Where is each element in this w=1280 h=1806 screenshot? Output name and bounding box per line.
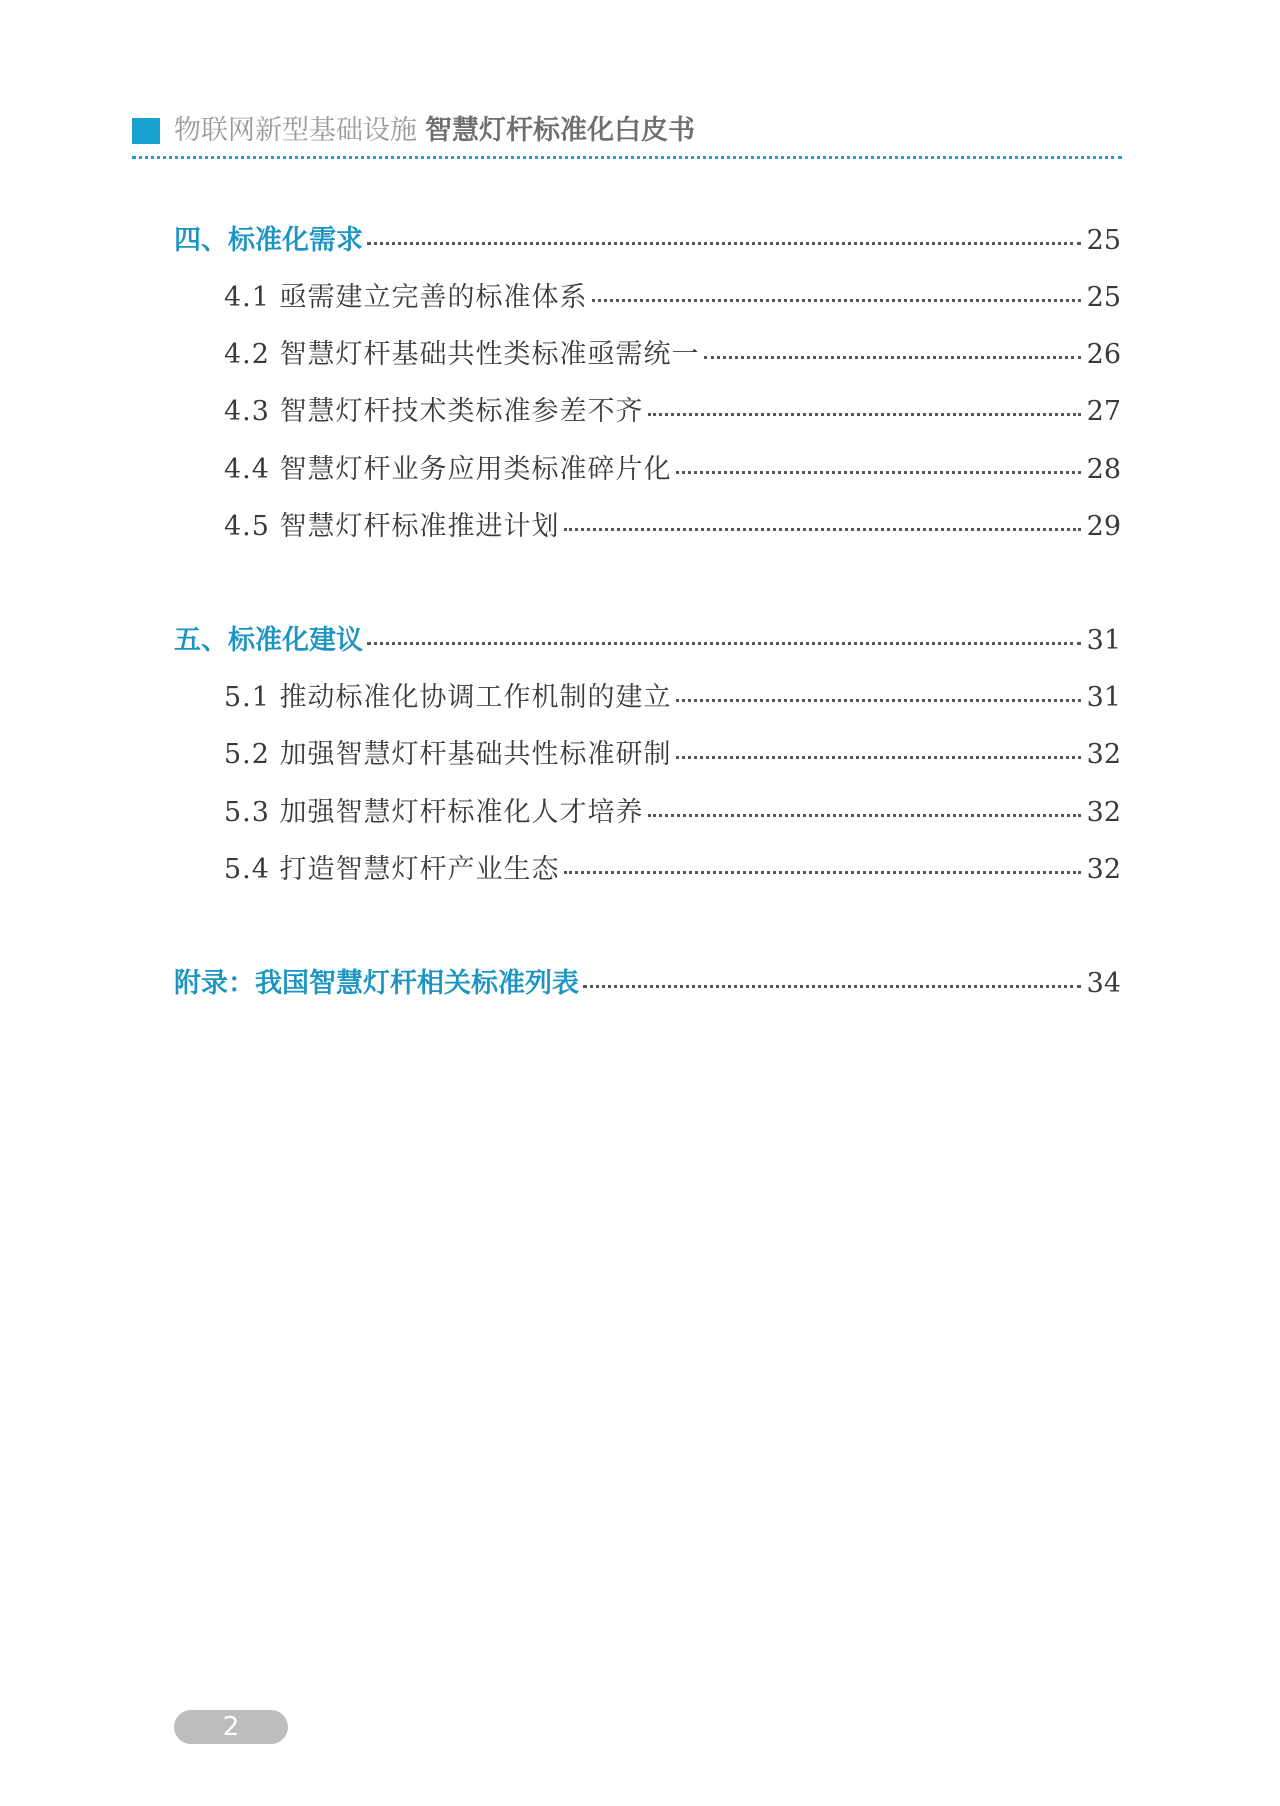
toc-page-number: 32 — [1086, 739, 1121, 770]
toc-label: 4.1 亟需建立完善的标准体系 — [224, 282, 588, 313]
toc-section-4-5[interactable] — [224, 507, 1121, 547]
toc-section-5-3[interactable] — [224, 793, 1121, 833]
toc-chapter-5[interactable] — [174, 621, 1121, 661]
toc-leader-dots — [564, 528, 1081, 531]
toc-leader-dots — [583, 985, 1081, 988]
toc-page-number: 32 — [1086, 854, 1121, 885]
header-title: 智慧灯杆标准化白皮书 — [425, 115, 695, 146]
toc-label: 5.4 打造智慧灯杆产业生态 — [224, 854, 560, 885]
toc-label: 四、标准化需求 — [174, 225, 363, 256]
toc-page-number: 27 — [1086, 396, 1121, 427]
toc-leader-dots — [367, 642, 1081, 645]
toc-label: 五、标准化建议 — [174, 625, 363, 656]
toc-leader-dots — [648, 814, 1081, 817]
toc-leader-dots — [648, 413, 1081, 416]
toc-label: 4.2 智慧灯杆基础共性类标准亟需统一 — [224, 339, 700, 370]
toc-page-number: 25 — [1086, 282, 1121, 313]
toc-page-number: 32 — [1086, 797, 1121, 828]
toc-label: 5.3 加强智慧灯杆标准化人才培养 — [224, 797, 644, 828]
toc-section-4-2[interactable] — [224, 335, 1121, 375]
header-series: 物联网新型基础设施 — [174, 115, 417, 146]
running-header — [132, 112, 1122, 160]
toc-page-number: 31 — [1086, 625, 1121, 656]
toc-page-number: 26 — [1086, 339, 1121, 370]
header-text — [174, 114, 695, 148]
toc-appendix[interactable] — [174, 964, 1121, 1004]
toc-chapter-4[interactable] — [174, 221, 1121, 261]
toc-label: 5.2 加强智慧灯杆基础共性标准研制 — [224, 739, 672, 770]
toc-leader-dots — [564, 871, 1081, 874]
toc-section-4-3[interactable] — [224, 392, 1121, 432]
toc-leader-dots — [676, 471, 1081, 474]
toc-section-5-2[interactable] — [224, 735, 1121, 775]
toc-leader-dots — [704, 356, 1081, 359]
toc-section-4-4[interactable] — [224, 450, 1121, 490]
toc-page-number: 29 — [1086, 511, 1121, 542]
toc-section-5-4[interactable] — [224, 850, 1121, 890]
toc-label: 4.3 智慧灯杆技术类标准参差不齐 — [224, 396, 644, 427]
toc-leader-dots — [367, 242, 1081, 245]
toc-leader-dots — [676, 756, 1081, 759]
toc-label: 4.5 智慧灯杆标准推进计划 — [224, 511, 560, 542]
toc-label: 附录：我国智慧灯杆相关标准列表 — [174, 968, 579, 999]
header-dotted-rule — [132, 156, 1122, 159]
toc-leader-dots — [592, 299, 1081, 302]
toc-section-5-1[interactable] — [224, 678, 1121, 718]
toc-label: 4.4 智慧灯杆业务应用类标准碎片化 — [224, 454, 672, 485]
header-accent-square — [132, 118, 160, 144]
toc-section-4-1[interactable] — [224, 278, 1121, 318]
toc-page-number: 28 — [1086, 454, 1121, 485]
toc-leader-dots — [676, 699, 1081, 702]
toc-page-number: 25 — [1086, 225, 1121, 256]
page-number-badge: 2 — [174, 1710, 288, 1744]
toc-page-number: 34 — [1086, 968, 1121, 999]
toc-label: 5.1 推动标准化协调工作机制的建立 — [224, 682, 672, 713]
toc-page-number: 31 — [1086, 682, 1121, 713]
